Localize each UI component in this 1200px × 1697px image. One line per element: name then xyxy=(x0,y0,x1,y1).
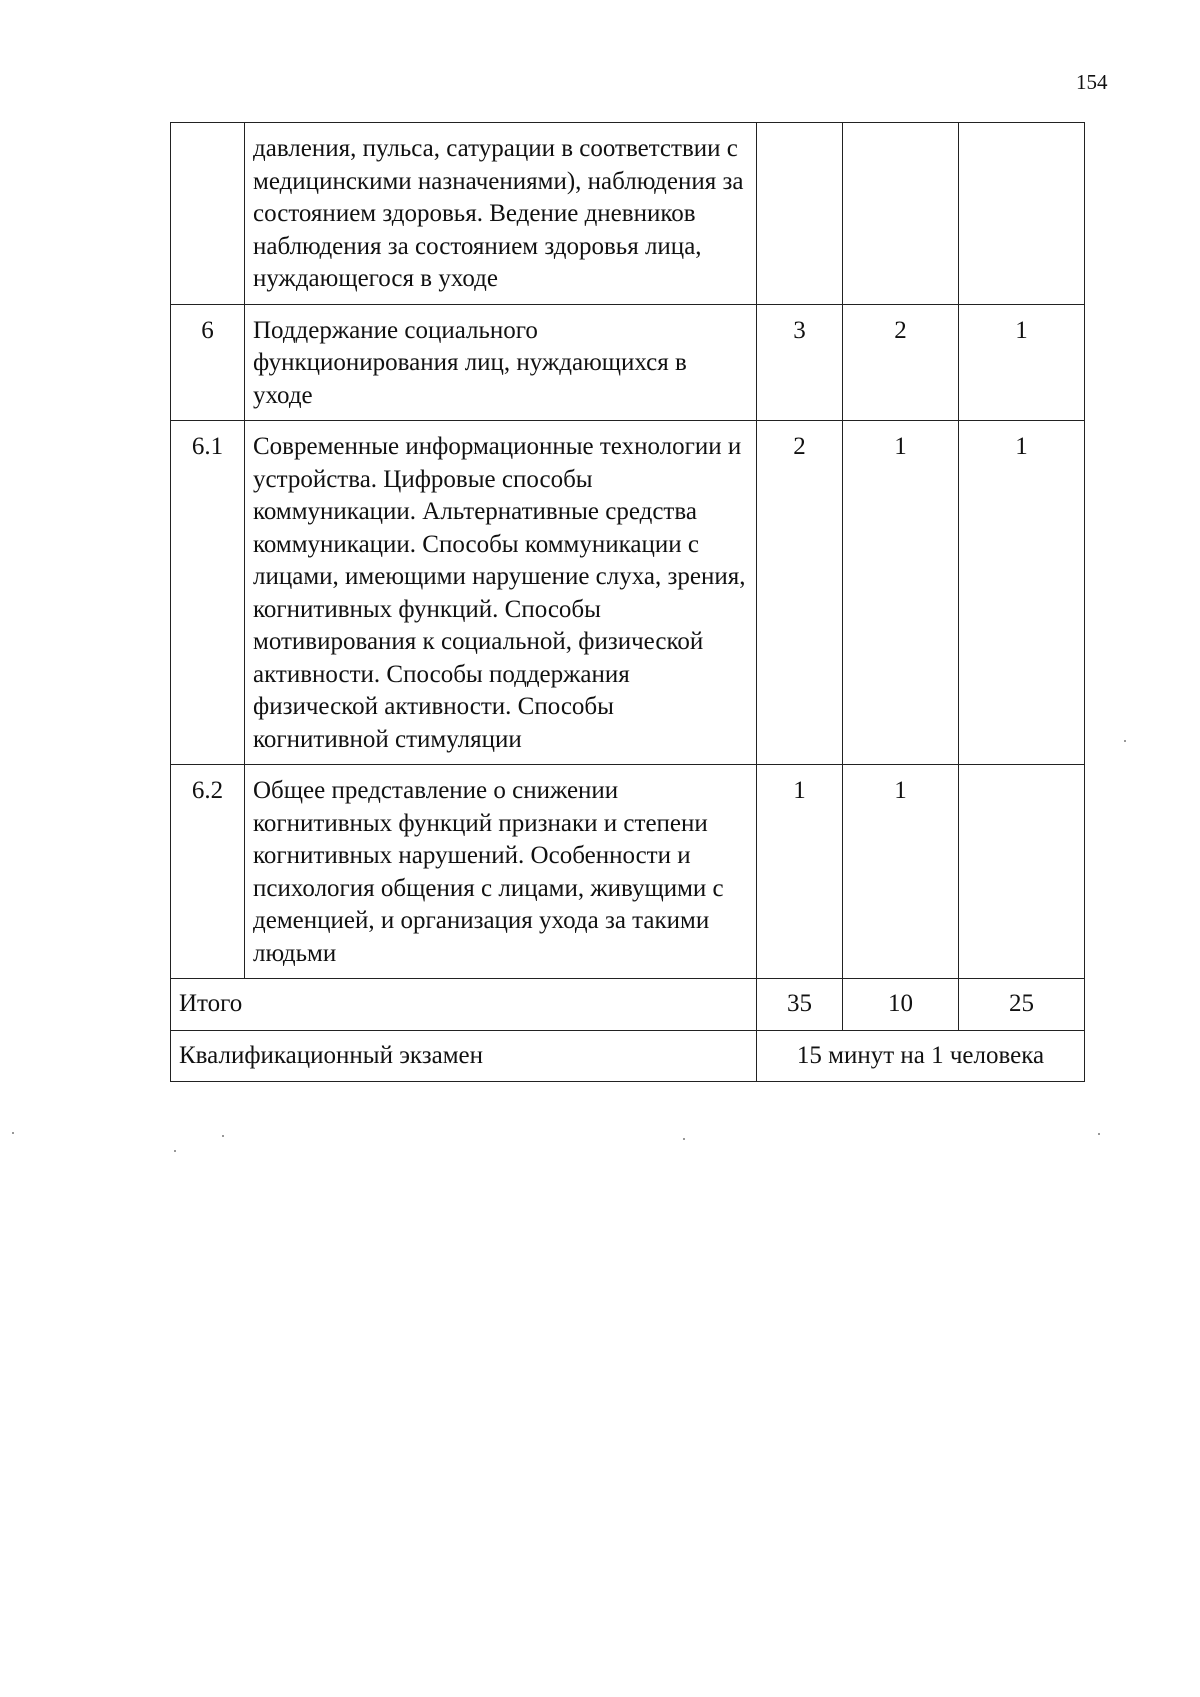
row-hours-theory xyxy=(843,123,959,305)
row-hours-total: 2 xyxy=(757,421,843,765)
row-hours-total xyxy=(757,123,843,305)
scan-speck xyxy=(222,1135,224,1137)
row-number: 6 xyxy=(171,304,245,421)
table-row xyxy=(171,421,1085,765)
row-hours-theory: 1 xyxy=(843,765,959,979)
row-hours-practice xyxy=(959,765,1085,979)
row-hours-theory: 1 xyxy=(843,421,959,765)
row-hours-practice xyxy=(959,123,1085,305)
row-number xyxy=(171,123,245,305)
exam-duration: 15 минут на 1 человека xyxy=(757,1030,1085,1082)
page-number: 154 xyxy=(1076,70,1108,94)
exam-row xyxy=(171,1030,1085,1082)
total-hours: 35 xyxy=(757,979,843,1031)
total-practice: 25 xyxy=(959,979,1085,1031)
row-hours-practice: 1 xyxy=(959,421,1085,765)
scan-speck xyxy=(1124,740,1126,742)
exam-label: Квалификационный экзамен xyxy=(171,1030,757,1082)
row-topic: Общее представление о снижении когнитивных функций признаки и степени когнитивных нарушений. Особенности и психология общения с лицами, живущими с деменцией, и организация ухода за такими людьми xyxy=(245,765,757,979)
row-topic: Современные информационные технологии и устройства. Цифровые способы коммуникации. Альтернативные средства коммуникации. Способы коммуникации с лицами, имеющими нарушение слуха, зрения, когнитивных функций. Способы мотивирования к социальной, физической активности. Способы поддержания физической активности. Способы когнитивной стимуляции xyxy=(245,421,757,765)
scan-speck xyxy=(683,1138,685,1140)
table-row xyxy=(171,123,1085,305)
scan-speck xyxy=(12,1132,14,1134)
scan-speck xyxy=(174,1150,176,1152)
row-topic: Поддержание социального функционирования лиц, нуждающихся в уходе xyxy=(245,304,757,421)
total-row xyxy=(171,979,1085,1031)
row-number: 6.2 xyxy=(171,765,245,979)
row-hours-total: 3 xyxy=(757,304,843,421)
row-hours-practice: 1 xyxy=(959,304,1085,421)
row-number: 6.1 xyxy=(171,421,245,765)
total-theory: 10 xyxy=(843,979,959,1031)
table-row xyxy=(171,304,1085,421)
row-hours-total: 1 xyxy=(757,765,843,979)
row-hours-theory: 2 xyxy=(843,304,959,421)
total-label: Итого xyxy=(171,979,757,1031)
curriculum-table xyxy=(170,122,1085,1082)
table-row xyxy=(171,765,1085,979)
scan-speck xyxy=(1098,1133,1100,1135)
row-topic: давления, пульса, сатурации в соответствии с медицинскими назначениями), наблюдения за состоянием здоровья. Ведение дневников наблюдения за состоянием здоровья лица, нуждающегося в уходе xyxy=(245,123,757,305)
